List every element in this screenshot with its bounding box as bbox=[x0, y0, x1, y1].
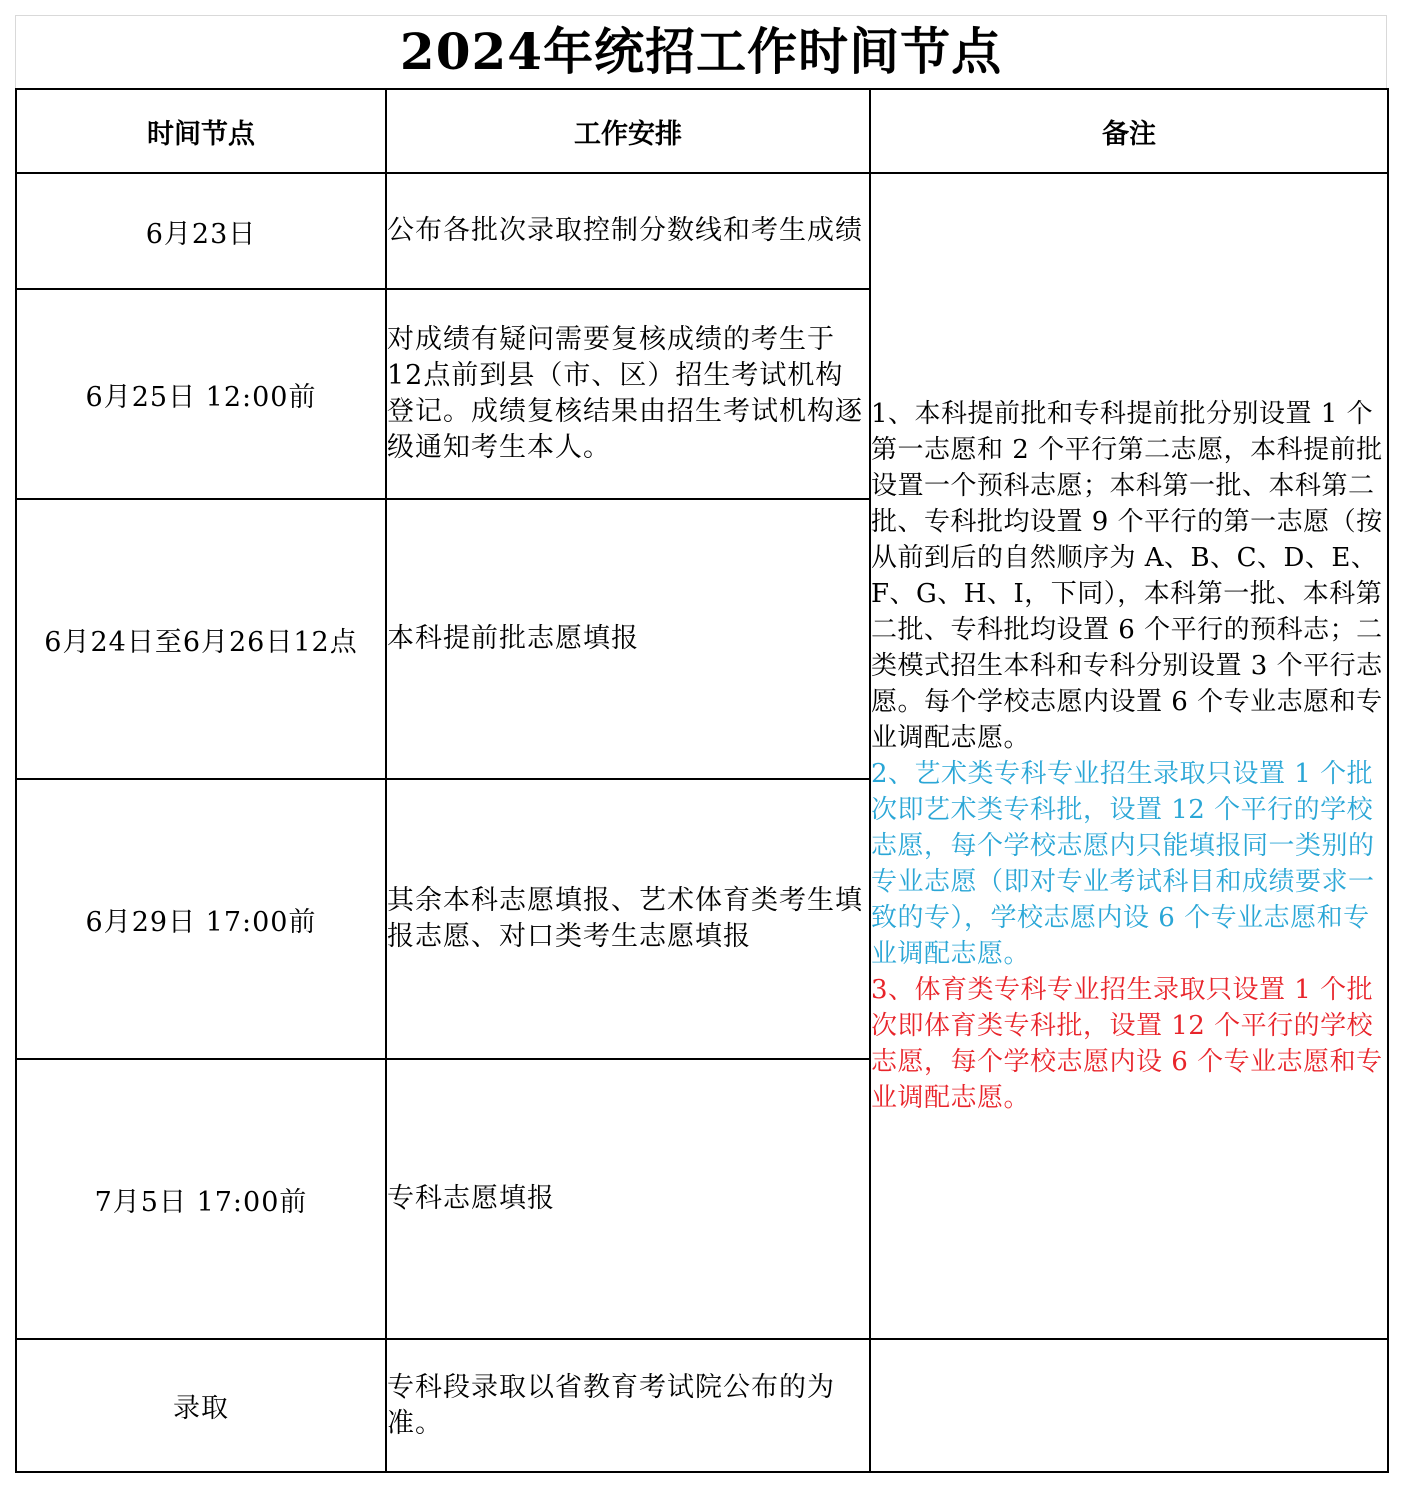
time-cell: 7月5日 17:00前 bbox=[16, 1059, 386, 1339]
page-title: 2024年统招工作时间节点 bbox=[399, 22, 1003, 81]
time-cell: 6月23日 bbox=[16, 173, 386, 289]
work-cell: 专科段录取以省教育考试院公布的为准。 bbox=[386, 1339, 870, 1472]
note-paragraph-3: 3、体育类专科专业招生录取只设置 1 个批次即体育类专科批，设置 12 个平行的学校志愿，每个学校志愿内设 6 个专业志愿和专业调配志愿。 bbox=[871, 975, 1383, 1113]
table-row bbox=[16, 173, 1388, 289]
note-paragraph-1: 1、本科提前批和专科提前批分别设置 1 个第一志愿和 2 个平行第二志愿，本科提前批设置一个预科志愿；本科第一批、本科第二批、专科批均设置 9 个平行的第一志愿（按从前到后的自然顺序为 A、B、C、D、E、F、G、H、I，下同），本科第一批、本科第二批、专科批均设置 6 个平行的预科志；二类模式招生本科和专科分别设置 3 个平行志愿。每个学校志愿内设置 6 个专业志愿和专业调配志愿。 bbox=[871, 399, 1383, 753]
note-paragraph-2: 2、艺术类专科专业招生录取只设置 1 个批次即艺术类专科批，设置 12 个平行的学校志愿，每个学校志愿内只能填报同一类别的专业志愿（即对专业考试科目和成绩要求一致的专），学校志愿内设 6 个专业志愿和专业调配志愿。 bbox=[871, 759, 1375, 969]
note-cell-empty bbox=[870, 1339, 1388, 1472]
time-cell: 6月25日 12:00前 bbox=[16, 289, 386, 499]
header-work: 工作安排 bbox=[386, 89, 870, 173]
work-cell: 公布各批次录取控制分数线和考生成绩 bbox=[386, 173, 870, 289]
title-row bbox=[15, 15, 1387, 88]
header-note: 备注 bbox=[870, 89, 1388, 173]
work-cell: 本科提前批志愿填报 bbox=[386, 499, 870, 779]
schedule-sheet bbox=[15, 15, 1387, 1471]
schedule-table bbox=[15, 88, 1389, 1473]
time-cell: 6月24日至6月26日12点 bbox=[16, 499, 386, 779]
header-row bbox=[16, 89, 1388, 173]
work-cell: 对成绩有疑问需要复核成绩的考生于12点前到县（市、区）招生考试机构登记。成绩复核结果由招生考试机构逐级通知考生本人。 bbox=[386, 289, 870, 499]
note-cell bbox=[870, 173, 1388, 1339]
work-cell: 其余本科志愿填报、艺术体育类考生填报志愿、对口类考生志愿填报 bbox=[386, 779, 870, 1059]
time-cell: 6月29日 17:00前 bbox=[16, 779, 386, 1059]
table-row bbox=[16, 1339, 1388, 1472]
work-cell: 专科志愿填报 bbox=[386, 1059, 870, 1339]
header-time: 时间节点 bbox=[16, 89, 386, 173]
time-cell: 录取 bbox=[16, 1339, 386, 1472]
